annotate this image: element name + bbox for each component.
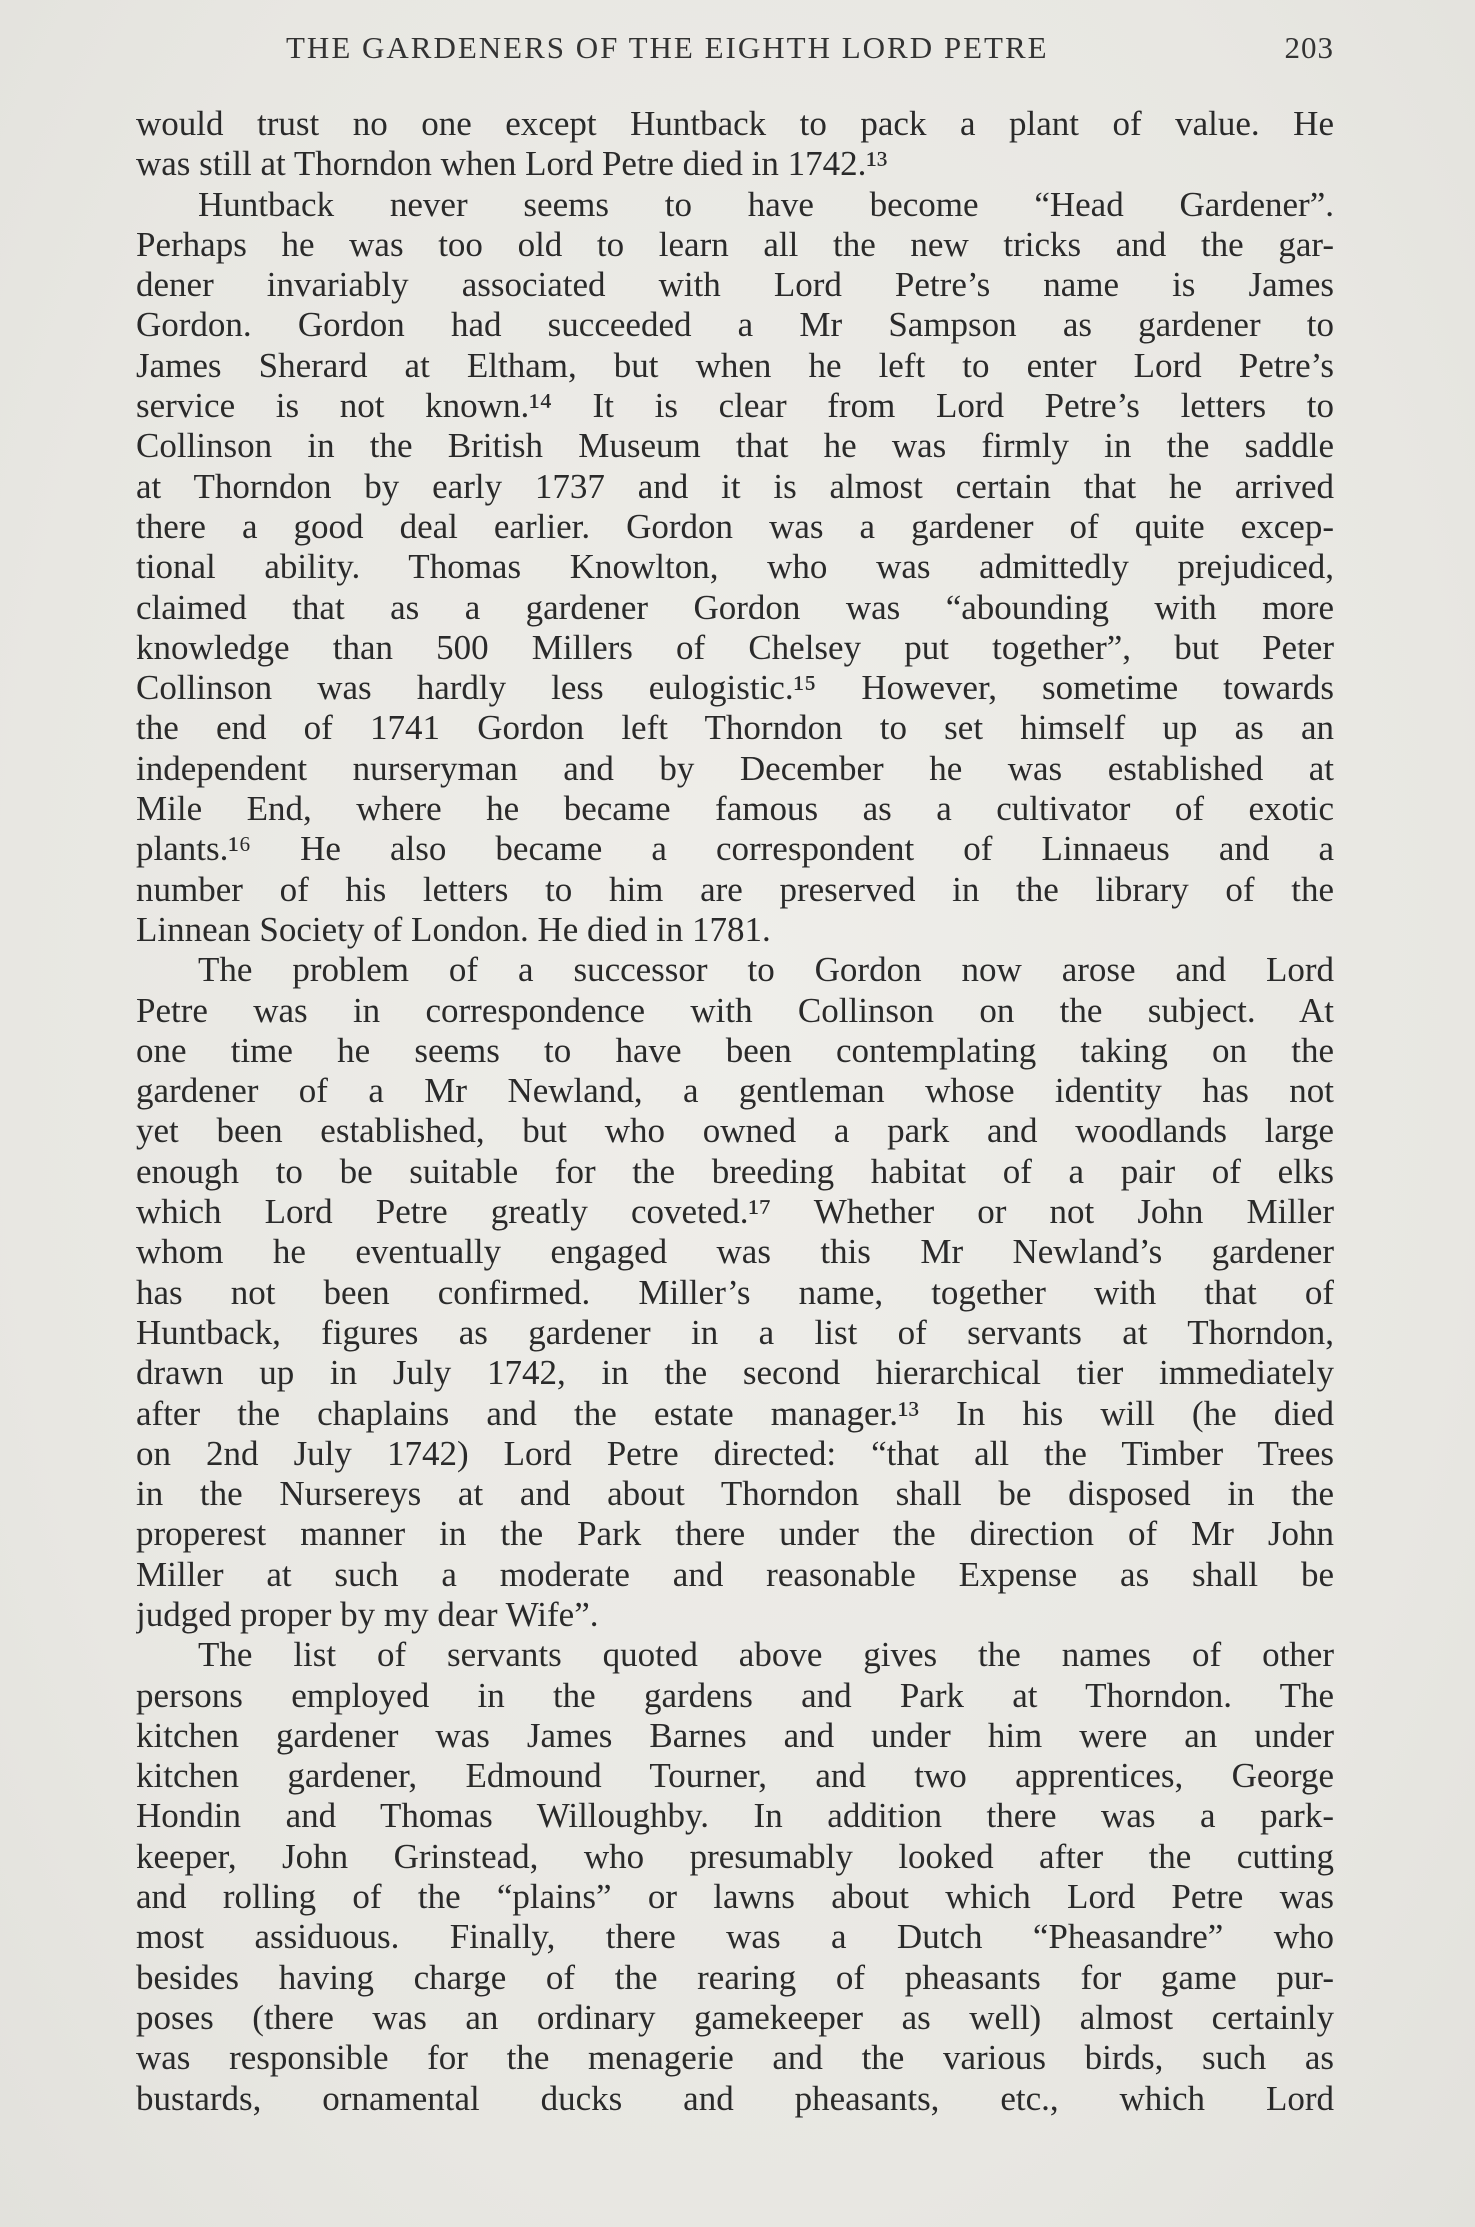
text-line: service is not known.¹⁴ It is clear from Lord Petre’s letters to: [136, 386, 1334, 426]
text-line: Linnean Society of London. He died in 1781.: [136, 909, 771, 949]
text-line: drawn up in July 1742, in the second hierarchical tier immediately: [136, 1353, 1334, 1393]
text-line: poses (there was an ordinary gamekeeper as well) almost certainly: [136, 1997, 1334, 2037]
text-line: The problem of a successor to Gordon now arose and Lord: [198, 950, 1334, 990]
text-line: would trust no one except Huntback to pack a plant of value. He: [136, 104, 1334, 143]
text-line: whom he eventually engaged was this Mr Newland’s gardener: [136, 1232, 1334, 1272]
page-number: 203: [1284, 30, 1334, 65]
text-line: after the chaplains and the estate manager.¹³ In his will (he died: [136, 1393, 1334, 1433]
text-line: and rolling of the “plains” or lawns about which Lord Petre was: [136, 1877, 1334, 1917]
text-line: gardener of a Mr Newland, a gentleman whose identity has not: [136, 1071, 1334, 1111]
page-header: [136, 30, 1334, 74]
text-line: has not been confirmed. Miller’s name, together with that of: [136, 1272, 1334, 1312]
text-line: on 2nd July 1742) Lord Petre directed: “that all the Timber Trees: [136, 1433, 1334, 1473]
text-line: keeper, John Grinstead, who presumably looked after the cutting: [136, 1836, 1334, 1876]
text-line: in the Nursereys at and about Thorndon shall be disposed in the: [136, 1474, 1334, 1514]
text-line: Gordon. Gordon had succeeded a Mr Sampson as gardener to: [136, 305, 1334, 345]
text-line: was responsible for the menagerie and the various birds, such as: [136, 2038, 1334, 2078]
text-line: number of his letters to him are preserved in the library of the: [136, 869, 1334, 909]
text-line: Mile End, where he became famous as a cultivator of exotic: [136, 789, 1334, 829]
text-line: kitchen gardener was James Barnes and under him were an under: [136, 1715, 1334, 1755]
text-line: dener invariably associated with Lord Petre’s name is James: [136, 265, 1334, 305]
text-line: there a good deal earlier. Gordon was a gardener of quite excep-: [136, 506, 1334, 546]
text-line: claimed that as a gardener Gordon was “abounding with more: [136, 587, 1334, 627]
text-line: Perhaps he was too old to learn all the new tricks and the gar-: [136, 224, 1334, 264]
text-line: Collinson in the British Museum that he was firmly in the saddle: [136, 426, 1334, 466]
text-line: The list of servants quoted above gives the names of other: [198, 1635, 1334, 1675]
text-line: judged proper by my dear Wife”.: [136, 1594, 599, 1634]
text-line: yet been established, but who owned a park and woodlands large: [136, 1111, 1334, 1151]
running-head: THE GARDENERS OF THE EIGHTH LORD PETRE: [286, 30, 1049, 65]
text-line: which Lord Petre greatly coveted.¹⁷ Whether or not John Miller: [136, 1192, 1334, 1232]
text-line: kitchen gardener, Edmound Tourner, and two apprentices, George: [136, 1756, 1334, 1796]
text-line: properest manner in the Park there under the direction of Mr John: [136, 1514, 1334, 1554]
text-line: Miller at such a moderate and reasonable Expense as shall be: [136, 1554, 1334, 1594]
text-line: knowledge than 500 Millers of Chelsey put together”, but Peter: [136, 627, 1334, 667]
text-line: Petre was in correspondence with Collinson on the subject. At: [136, 990, 1334, 1030]
text-line: Huntback, figures as gardener in a list of servants at Thorndon,: [136, 1312, 1334, 1352]
text-line: Collinson was hardly less eulogistic.¹⁵ However, sometime towards: [136, 668, 1334, 708]
text-line: Hondin and Thomas Willoughby. In addition there was a park-: [136, 1796, 1334, 1836]
text-line: bustards, ornamental ducks and pheasants, etc., which Lord: [136, 2078, 1334, 2118]
text-line: enough to be suitable for the breeding habitat of a pair of elks: [136, 1151, 1334, 1191]
text-line: independent nurseryman and by December he was established at: [136, 748, 1334, 788]
text-line: was still at Thorndon when Lord Petre died in 1742.¹³: [136, 144, 888, 184]
text-line: the end of 1741 Gordon left Thorndon to set himself up as an: [136, 708, 1334, 748]
text-line: James Sherard at Eltham, but when he left to enter Lord Petre’s: [136, 345, 1334, 385]
text-line: persons employed in the gardens and Park at Thorndon. The: [136, 1675, 1334, 1715]
text-line: plants.¹⁶ He also became a correspondent of Linnaeus and a: [136, 829, 1334, 869]
text-line: one time he seems to have been contemplating taking on the: [136, 1030, 1334, 1070]
text-line: tional ability. Thomas Knowlton, who was admittedly prejudiced,: [136, 547, 1334, 587]
text-line: at Thorndon by early 1737 and it is almost certain that he arrived: [136, 466, 1334, 506]
text-line: Huntback never seems to have become “Head Gardener”.: [198, 184, 1334, 224]
text-line: most assiduous. Finally, there was a Dutch “Pheasandre” who: [136, 1917, 1334, 1957]
body-text: [136, 104, 1334, 2119]
text-line: besides having charge of the rearing of pheasants for game pur-: [136, 1957, 1334, 1997]
